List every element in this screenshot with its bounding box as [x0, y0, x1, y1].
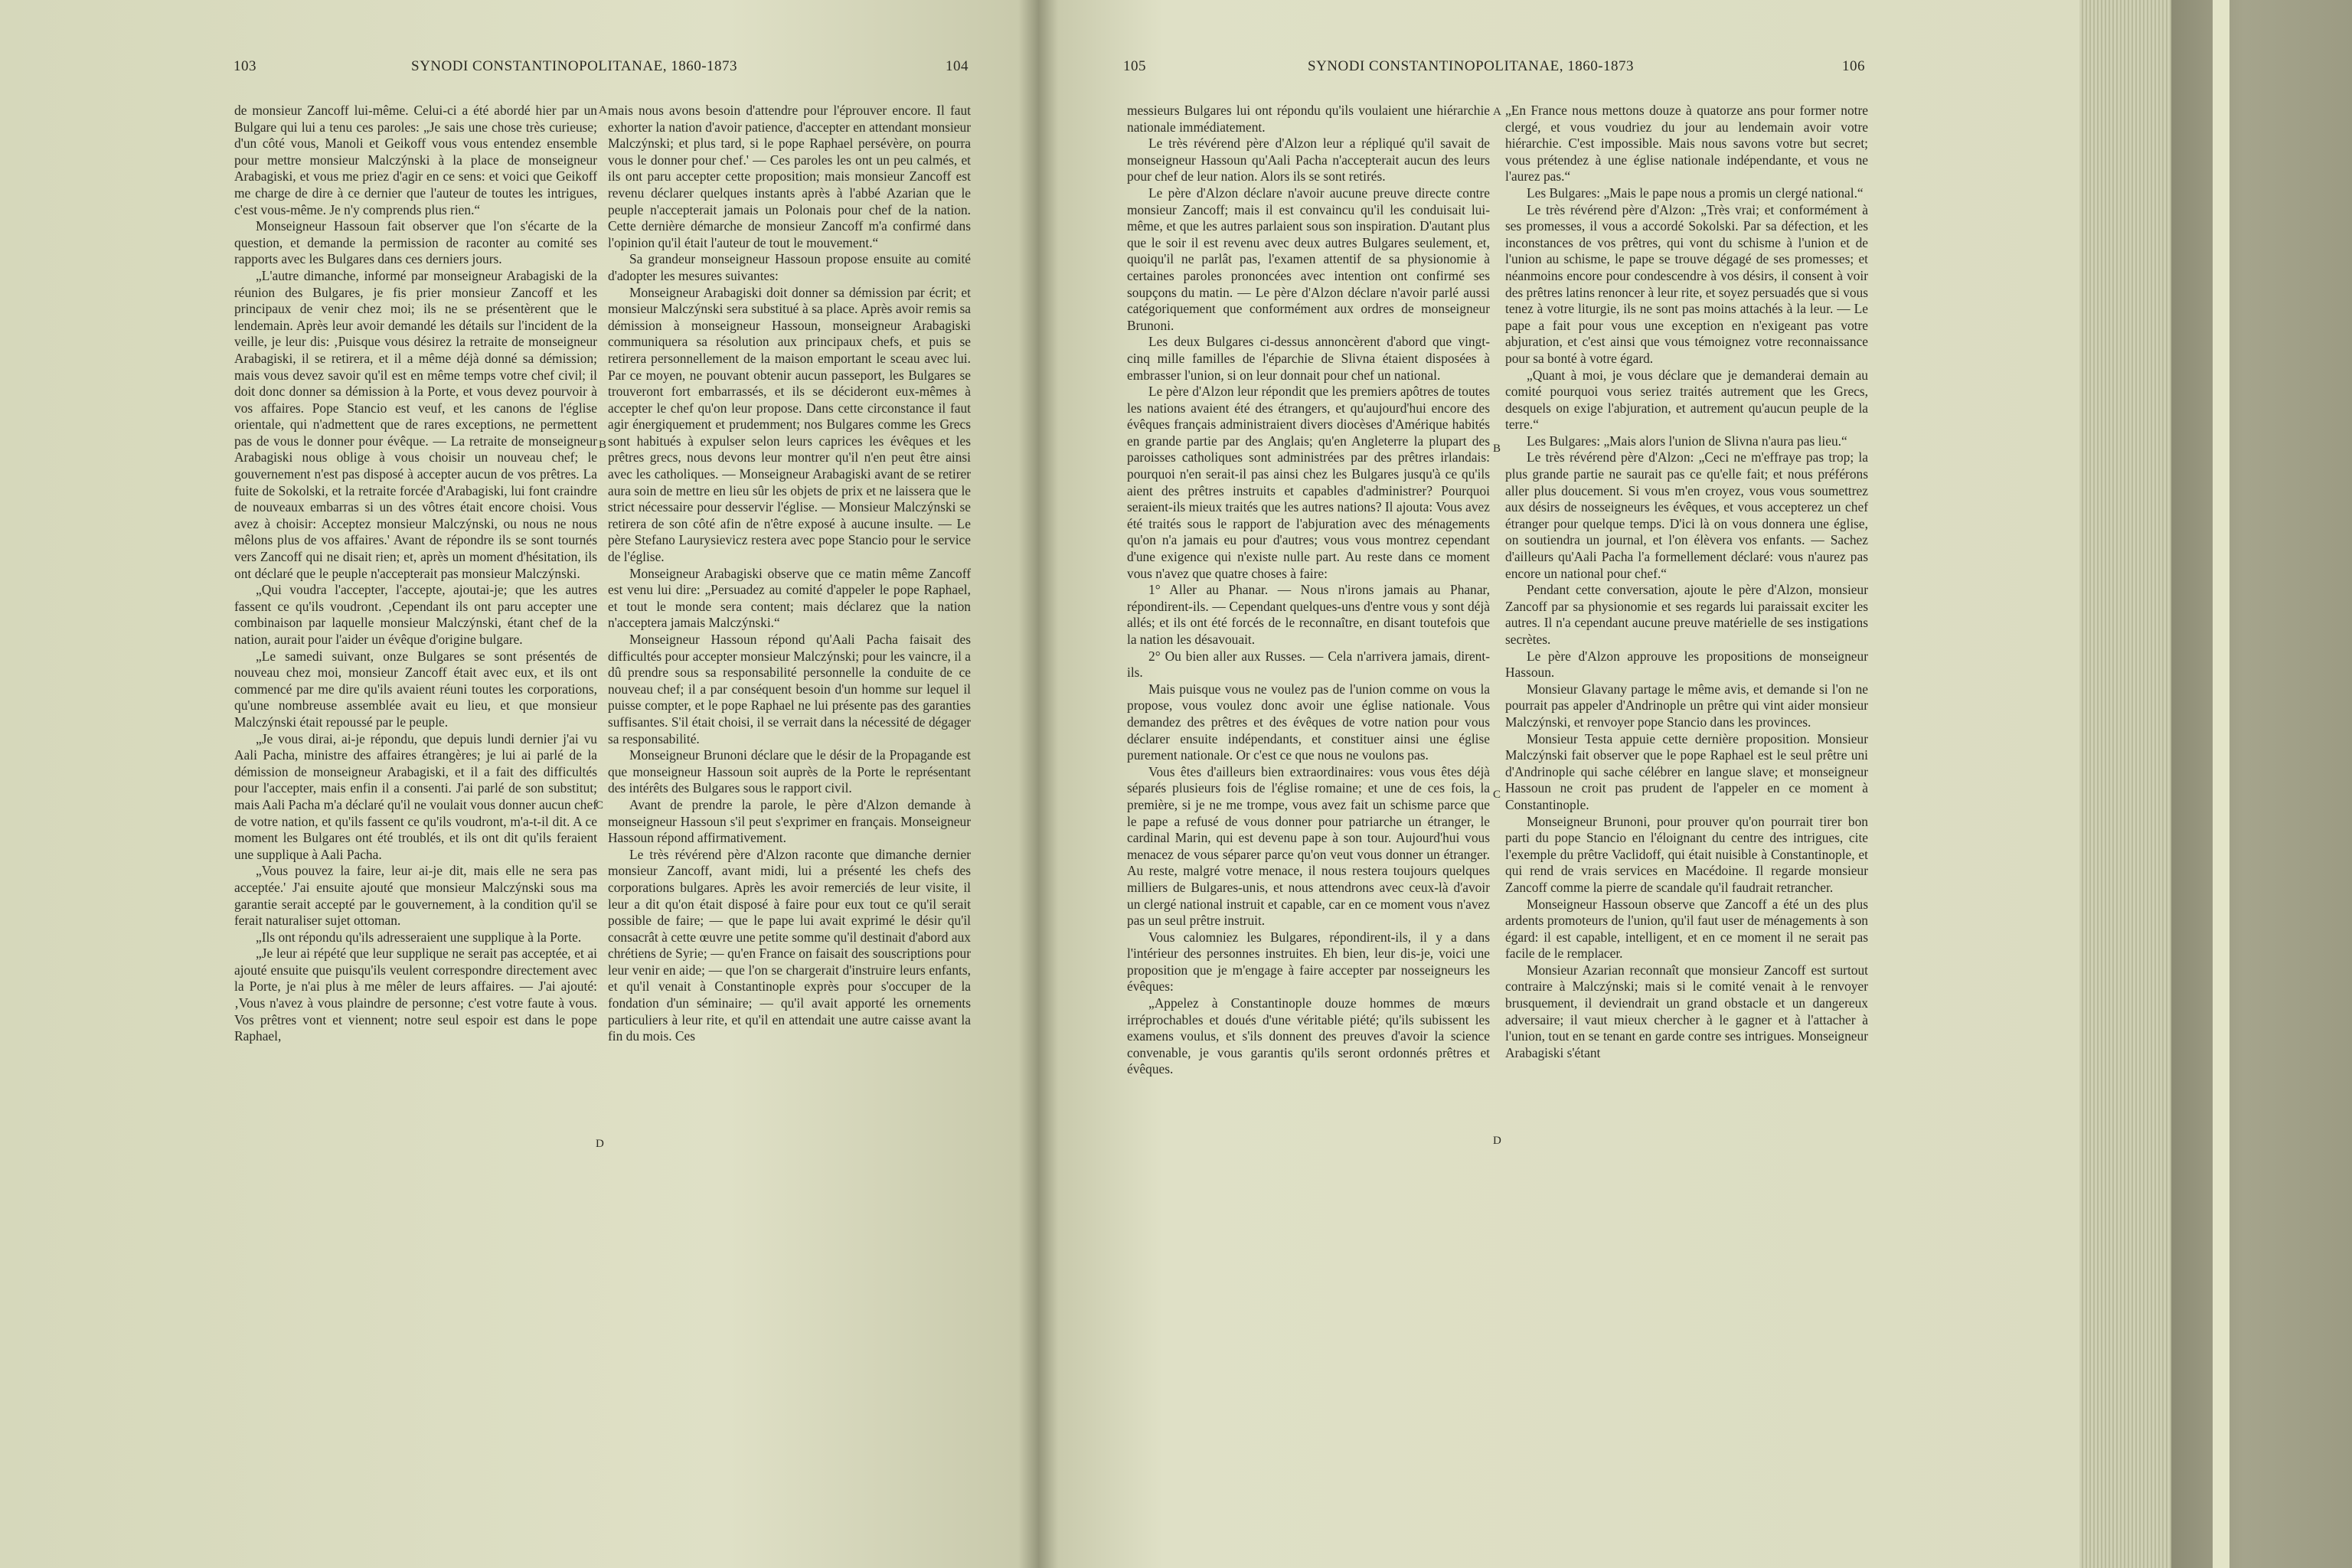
paragraph: „Appelez à Constantinople douze hommes de mœurs irréprochables et doués d'une véritable piété; qu'ils subissent les examens voulus, et s'ils donnent des preuves d'avoir la science convenable, je vous garantis qu'ils seront ordonnés prêtres et évêques.: [1127, 995, 1490, 1077]
paragraph: „Vous pouvez la faire, leur ai-je dit, mais elle ne sera pas acceptée.' J'ai ensuite ajouté que monsieur Malczýnski sous ma garantie serait accepté par le gouvernement, à la condition qu'il se ferait naturaliser sujet ottoman.: [234, 863, 597, 929]
paragraph: Pendant cette conversation, ajoute le père d'Alzon, monsieur Zancoff par sa physionomie et ses regards lui paraissait exciter les autres. Il n'a cependant aucune preuve matérielle de ses instigations secrètes.: [1505, 582, 1868, 647]
paragraph: „Je vous dirai, ai-je répondu, que depuis lundi dernier j'ai vu Aali Pacha, ministre des affaires étrangères; je lui ai parlé de la démission de monseigneur Arabagiski, et il a fait des difficultés pour l'accepter, mais enfin il a consenti. J'ai parlé de son substitut; mais Aali Pacha m'a déclaré qu'il ne voulait vous donner aucun chef de votre nation, et qu'ils fassent ce qu'ils voudront, m'a-t-il dit. A ce moment les Bulgares ont été troublés, et ils ont dit qu'ils feraient une supplique à Aali Pacha.: [234, 730, 597, 862]
margin-marker-c: C: [596, 799, 604, 812]
paragraph: Monseigneur Hassoun fait observer que l'on s'écarte de la question, et demande la permission de raconter au comité ses rapports avec les Bulgares dans ces derniers jours.: [234, 218, 597, 267]
book-gutter: [1018, 0, 1058, 1568]
paragraph: 1° Aller au Phanar. — Nous n'irons jamais au Phanar, répondirent-ils. — Cependant quelques-uns d'entre vous y sont déjà allés; et ils ont été forcés de le reconnaître, en disant toutefois que la nation les désavouait.: [1127, 582, 1490, 647]
paragraph: Monseigneur Arabagiski doit donner sa démission par écrit; et monsieur Malczýnski sera substitué à sa place. Après avoir remis sa démission à monseigneur Hassoun, monseigneur Arabagiski communiquera sa résolution aux principaux chefs, et puis se retirera personnellement de la maison emportant le sceau avec lui. Par ce moyen, ne pouvant obtenir aucun passeport, les Bulgares se trouveront fort embarrassés, et ils se décideront eux-mêmes à accepter le chef qu'on leur propose. Dans cette circonstance il faut agir énergiquement et prudemment; nos Bulgares comme les Grecs sont habitués à expulser selon leurs caprices les évêques et les prêtres grecs, nous devons leur montrer qu'il n'en peut être ainsi avec les catholiques. — Monseigneur Arabagiski avant de se retirer aura soin de mettre en lieu sûr les objets de prix et ne laissera que le strict nécessaire pour desservir l'église. — Monsieur Malczýnski se retirera de son côté afin de n'être exposé à aucune insulte. — Le père Stefano Laurysievicz restera avec pope Stancio pour le service de l'église.: [608, 284, 971, 565]
paragraph: Mais puisque vous ne voulez pas de l'union comme on vous la propose, vous voulez donc avoir une église nationale. Vous demandez des prêtres et des évêques de votre nation pour vous déclarer ensuite indépendants, et constituer ainsi une église purement nationale. Or c'est ce que nous ne voulons pas.: [1127, 681, 1490, 763]
paragraph: Avant de prendre la parole, le père d'Alzon demande à monseigneur Hassoun s'il peut s'exprimer en français. Monseigneur Hassoun répond affirmativement.: [608, 796, 971, 846]
paragraph: Sa grandeur monseigneur Hassoun propose ensuite au comité d'adopter les mesures suivantes:: [608, 251, 971, 283]
paragraph: Monsieur Azarian reconnaît que monsieur Zancoff est surtout contraire à Malczýnski; mais si le comité venait à le renvoyer brusquement, il deviendrait un grand obstacle et un dangereux adversaire; il vaut mieux chercher à le gagner et à l'attacher à l'union, tout en se tenant en garde contre ses intrigues. Monseigneur Arabagiski s'étant: [1505, 962, 1868, 1060]
page-edges: [2079, 0, 2171, 1568]
margin-marker-a: A: [599, 104, 607, 116]
paragraph: Monseigneur Hassoun répond qu'Aali Pacha faisait des difficultés pour accepter monsieur Malczýnski; pour les vaincre, il a dû prendre sous sa responsabilité personnelle la conduite de ce nouveau chef; il a par conséquent besoin d'un homme sur lequel il puisse compter, et le pope Raphael ne lui présente pas des garanties suffisantes. S'il était choisi, il se verrait dans la nécessité de dégager sa responsabilité.: [608, 632, 971, 746]
page-number-103: 103: [234, 58, 256, 74]
margin-marker-d: D: [1493, 1135, 1501, 1147]
paragraph: messieurs Bulgares lui ont répondu qu'ils voulaient une hiérarchie nationale immédiatement.: [1127, 103, 1490, 135]
paragraph: „Je leur ai répété que leur supplique ne serait pas acceptée, et ai ajouté ensuite que puisqu'ils veulent correspondre directement avec la Porte, je n'ai plus à me mêler de leurs affaires. — J'ai ajouté: ‚Vous n'avez à vous plaindre de personne; c'est votre faute à vous. Vos prêtres vont et viennent; notre seul espoir est dans le pope Raphael,: [234, 946, 597, 1044]
paragraph: Vous calomniez les Bulgares, répondirent-ils, il y a dans l'intérieur des personnes instruites. Eh bien, leur dis-je, voici une proposition que je m'engage à faire accepter par nosseigneurs les évêques:: [1127, 929, 1490, 995]
column-104: [608, 103, 971, 1045]
margin-marker-d: D: [596, 1138, 604, 1150]
column-105: [1127, 103, 1490, 1078]
paragraph: Monseigneur Brunoni déclare que le désir de la Propagande est que monseigneur Hassoun soit auprès de la Porte le représentant des intérêts des Bulgares sous le rapport civil.: [608, 747, 971, 796]
paragraph: Le père d'Alzon leur répondit que les premiers apôtres de toutes les nations avaient été des étrangers, et qu'aujourd'hui encore des évêques français administraient divers diocèses d'Amérique habités en grande partie par des Anglais; qu'en Angleterre la plupart des paroisses catholiques sont administrées par des prêtres irlandais: pourquoi n'en serait-il pas ainsi chez les Bulgares jusqu'à ce qu'ils aient des prêtres instruits et capables d'administrer? Pourquoi seraient-ils mieux traités que les autres nations? Il ajouta: Vous avez été traités sous le rapport de l'abjuration avec des ménagements qu'on n'a jamais eu pour d'autres; vous vous montrez cependant d'une exigence qui n'existe nulle part. Au reste dans ce moment vous n'avez que quatre choses à faire:: [1127, 384, 1490, 581]
paragraph: Monsieur Glavany partage le même avis, et demande si l'on ne pourrait pas appeler d'Andrinople un prêtre qui vint aider monsieur Malczýnski, et renvoyer pope Stancio dans les provinces.: [1505, 681, 1868, 730]
page-number-106: 106: [1842, 58, 1865, 74]
paragraph: Monsieur Testa appuie cette dernière proposition. Monsieur Malczýnski fait observer que le pope Raphael est le seul prêtre uni d'Andrinople qui sache célébrer en langue slave; et monseigneur Hassoun ne croit pas prudent de l'appeler en ce moment à Constantinople.: [1505, 730, 1868, 812]
paragraph: „Qui voudra l'accepter, l'accepte, ajoutai-je; que les autres fassent ce qu'ils voudront. ‚Cependant ils ont paru accepter une combinaison par laquelle monsieur Malczýnski, étant chef de la nation, aurait pour l'aider un évêque d'origine bulgare.: [234, 582, 597, 647]
right-page-header: [1038, 58, 2079, 84]
paragraph: „L'autre dimanche, informé par monseigneur Arabagiski de la réunion des Bulgares, je fis prier monsieur Zancoff et les principaux de venir chez moi; ils ne se présentèrent que le lendemain. Après leur avoir demandé les détails sur l'incident de la veille, je leur dis: ‚Puisque vous désirez la retraite de monseigneur Arabagiski, il se retirera, et il a même déjà donné sa démission; mais vous devez savoir qu'il est en même temps votre chef civil; il doit donc donner sa démission à la Porte, et vous devez pourvoir à vos affaires. Pope Stancio est veuf, et les canons de l'église orientale, qui n'admettent que de rares exceptions, ne permettent pas de vous le donner pour évêque. — La retraite de monseigneur Arabagiski nous oblige à vous choisir un nouveau chef; le gouvernement n'est pas disposé à accepter aucun de vos prêtres. La fuite de Sokolski, et la retraite forcée d'Arabagiski, lui font craindre de nouveaux embarras si un des vôtres était encore choisi. Vous avez à choisir: Acceptez monsieur Malczýnski, ou nous ne nous mêlons plus de vos affaires.' Avant de répondre ils se sont tournés vers Zancoff qui ne disait rien; et, après un moment d'hésitation, ils ont déclaré que le peuple n'accepterait pas monsieur Malczýnski.: [234, 267, 597, 581]
margin-marker-b: B: [1493, 443, 1501, 455]
paragraph: Monseigneur Arabagiski observe que ce matin même Zancoff est venu lui dire: „Persuadez au comité d'appeler le pope Raphael, et tout le monde sera content; mais déclarez que la nation n'acceptera jamais Malczýnski.“: [608, 565, 971, 631]
paragraph: Le père d'Alzon déclare n'avoir aucune preuve directe contre monsieur Zancoff; mais il est convaincu qu'il les conduisait lui-même, et que les autres parlaient sous son inspiration. D'autant plus que le soir il est revenu avec deux autres Bulgares seulement, et, quoiqu'il ne parlât pas, l'examen attentif de sa physionomie à certaines paroles prononcées avec intention ont confirmé ses soupçons du matin. — Le père d'Alzon déclare n'avoir parlé aussi catégoriquement que conformément aux ordres de monseigneur Brunoni.: [1127, 185, 1490, 333]
paragraph: „En France nous mettons douze à quatorze ans pour former notre clergé, et vous voudriez du jour au lendemain avoir votre hiérarchie. C'est impossible. Mais nous savons votre but secret; vous prétendez à une église nationale indépendante, et vous ne l'aurez pas.“: [1505, 103, 1868, 185]
paragraph: „Quant à moi, je vous déclare que je demanderai demain au comité pourquoi vous seriez traités autrement que les Grecs, desquels on exige l'abjuration, et autrement qu'aucun peuple de la terre.“: [1505, 367, 1868, 433]
paragraph: de monsieur Zancoff lui-même. Celui-ci a été abordé hier par un Bulgare qui lui a tenu ces paroles: „Je sais une chose très curieuse; d'un côté vous, Manoli et Geikoff vous vous entendez ensemble pour mettre monsieur Malczýnski à la place de monseigneur Arabagiski, et vous me priez d'agir en ce sens: et voici que Geikoff me charge de dire à ce dernier que l'auteur de toutes les intrigues, c'est vous-même. Je n'y comprends plus rien.“: [234, 103, 597, 217]
left-page: [0, 0, 1038, 1568]
running-title-left: SYNODI CONSTANTINOPOLITANAE, 1860-1873: [411, 58, 738, 74]
paragraph: mais nous avons besoin d'attendre pour l'éprouver encore. Il faut exhorter la nation d'avoir patience, d'accepter en attendant monsieur Malczýnski; et plus tard, si le pope Raphael persévère, on pourra vous le donner pour chef.' — Ces paroles les ont un peu calmés, et ils ont paru accepter cette proposition; mais monsieur Zancoff est revenu déclarer quelques instants après à l'abbé Azarian que le peuple n'accepterait jamais un Polonais pour chef de la nation. Cette dernière démarche de monsieur Zancoff m'a confirmé dans l'opinion qu'il était l'auteur de tout le mouvement.“: [608, 103, 971, 250]
page-number-104: 104: [946, 58, 969, 74]
paragraph: Le père d'Alzon approuve les propositions de monseigneur Hassoun.: [1505, 648, 1868, 681]
paragraph: „Le samedi suivant, onze Bulgares se sont présentés de nouveau chez moi, monsieur Zancoff était avec eux, et ils ont commencé par me dire qu'ils avaient réuni toutes les corporations, qu'une nombreuse assemblée avait eu lieu, et que monsieur Malczýnski était repoussé par le peuple.: [234, 648, 597, 730]
paragraph: 2° Ou bien aller aux Russes. — Cela n'arrivera jamais, dirent-ils.: [1127, 648, 1490, 681]
paragraph: Monseigneur Hassoun observe que Zancoff a été un des plus ardents promoteurs de l'union, qu'il faut user de ménagements à son égard: il est capable, intelligent, et en ce moment il ne serait pas facile de le remplacer.: [1505, 896, 1868, 962]
margin-marker-a: A: [1493, 106, 1501, 118]
left-page-header: [0, 58, 1038, 84]
paragraph: Vous êtes d'ailleurs bien extraordinaires: vous vous êtes déjà séparés plusieurs fois de l'église romaine; et une de ces fois, la première, si je ne me trompe, vous avez fait un schisme parce que le pape a refusé de vous donner pour patriarche un étranger, le cardinal Marin, qui est devenu pape à son tour. Aujourd'hui vous menacez de vous séparer parce qu'on veut vous donner un étranger. Au reste, malgré votre menace, il nous restera toujours quelques milliers de Bulgares-unis, et nous attendrons avec ceux-là d'avoir un clergé national instruit et capable, car en ce moment vous n'avez pas un seul prêtre instruit.: [1127, 763, 1490, 929]
column-103: [234, 103, 597, 1045]
cover-edge-strip: [2213, 0, 2230, 1568]
page-number-105: 105: [1123, 58, 1146, 74]
margin-marker-b: B: [599, 439, 607, 451]
margin-marker-c: C: [1493, 789, 1501, 801]
paragraph: „Ils ont répondu qu'ils adresseraient une supplique à la Porte.: [256, 929, 582, 945]
paragraph: Les Bulgares: „Mais alors l'union de Slivna n'aura pas lieu.“: [1527, 433, 1847, 449]
paragraph: Monseigneur Brunoni, pour prouver qu'on pourrait tirer bon parti du pope Stancio en l'éloignant du centre des intrigues, cite l'exemple du prêtre Vaclidoff, qui était nuisible à Constantinople, et qui rend de vrais services en Macédoine. Il regarde monsieur Zancoff comme la pierre de scandale qu'il faudrait retrancher.: [1505, 813, 1868, 895]
running-title-right: SYNODI CONSTANTINOPOLITANAE, 1860-1873: [1308, 58, 1635, 74]
paragraph: Les deux Bulgares ci-dessus annoncèrent d'abord que vingt-cinq mille familles de l'éparchie de Slivna étaient disposées à embrasser l'union, si on leur donnait pour chef un national.: [1127, 334, 1490, 383]
paragraph: Le très révérend père d'Alzon: „Ceci ne m'effraye pas trop; la plus grande partie ne saurait pas ce qu'elle fait; et nous préférons aller plus doucement. Si vous m'en croyez, vous vous soumettrez aux désirs de nosseigneurs les évêques, et vous accepterez un chef étranger pour quelque temps. D'ici là on vous donnera une église, on soutiendra un journal, et l'on élèvera vos enfants. — Sachez d'ailleurs qu'Aali Pacha l'a formellement déclaré: vous n'aurez pas encore un national pour chef.“: [1505, 449, 1868, 581]
right-page: [1038, 0, 2079, 1568]
paragraph: Le très révérend père d'Alzon raconte que dimanche dernier monsieur Zancoff, avant midi, lui a présenté les chefs des corporations bulgares. Après les avoir remerciés de leur visite, il leur a dit qu'on était disposé à faire pour eux tout ce qu'il serait possible de faire; — que le pape lui avait exprimé le désir qu'il consacrât à cette œuvre une petite somme qu'il destinait d'abord aux chrétiens de Syrie; — qu'en France on faisait des souscriptions pour leur venir en aide; — que l'on se chargerait d'instruire leurs enfants, et qu'il venait à Constantinople exprès pour s'occuper de la fondation d'un séminaire; — qu'il avait apporté les ornements particuliers à leur rite, et qu'il en attendait une autre caisse avant la fin du mois. Ces: [608, 846, 971, 1044]
paragraph: Le très révérend père d'Alzon: „Très vrai; et conformément à ses promesses, il vous a accordé Sokolski. Par sa défection, et les inconstances de vos prêtres, qui vont du schisme à l'union et de l'union au schisme, le pape se trouve dégagé de ses promesses; et néanmoins encore pour condescendre à vos désirs, il consent à voir des prêtres latins renoncer à leur rite, et soyez persuadés que si vous tenez à votre liturgie, ils ne sont pas moins attachés à la leur. — Le pape a fait pour vous une exception en n'exigeant pas votre abjuration, et c'est ainsi que vous témoignez votre reconnaissance pour sa bonté à votre égard.: [1505, 201, 1868, 366]
paragraph: Les Bulgares: „Mais le pape nous a promis un clergé national.“: [1527, 185, 1864, 201]
paragraph: Le très révérend père d'Alzon leur a répliqué qu'il savait de monseigneur Hassoun qu'Aali Pacha n'accepterait aucun des leurs pour chef de leur nation. Alors ils se sont retirés.: [1127, 136, 1490, 185]
book-cover: [2171, 0, 2352, 1568]
column-106: [1505, 103, 1868, 1061]
